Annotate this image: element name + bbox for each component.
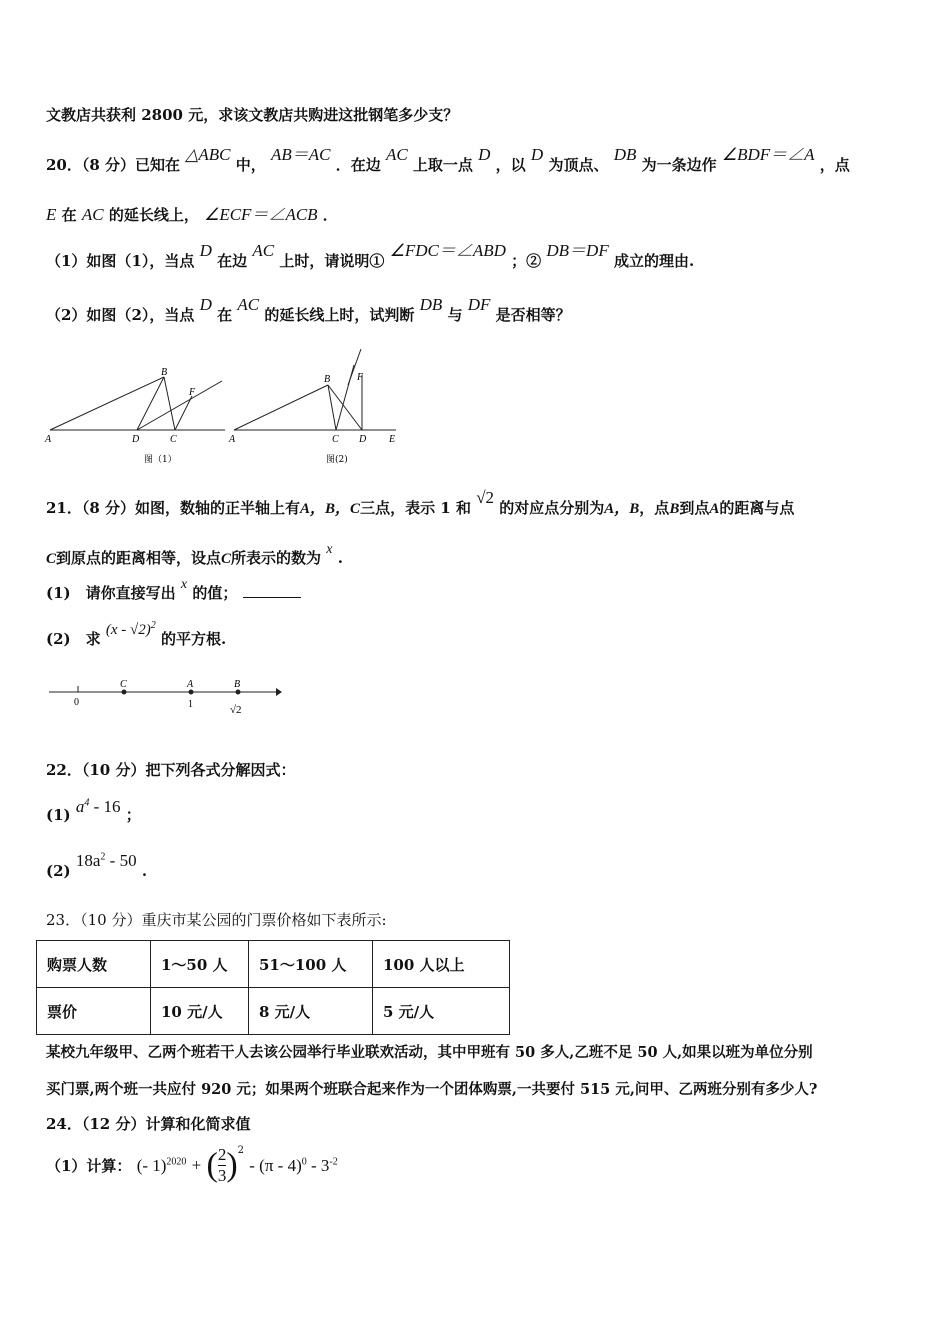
text: 的延长线上时，试判断 <box>264 306 415 324</box>
label-b: B <box>161 367 168 378</box>
math-ac: AC <box>252 241 275 260</box>
text: - 50 <box>105 851 137 870</box>
text: 到原点的距离相等，设点 <box>56 549 222 567</box>
math-d: D <box>199 295 212 314</box>
text: 三点，表示 1 和 <box>360 499 471 517</box>
figure-2-caption: 图(2) <box>326 455 348 465</box>
text: B <box>669 501 680 517</box>
text: ，点 <box>819 156 850 174</box>
q24-part1 <box>46 1145 338 1186</box>
text: 在边 <box>217 252 248 270</box>
table-cell: 8 元/人 <box>249 988 373 1035</box>
text: A，B <box>604 501 640 517</box>
text: ，点 <box>639 499 670 517</box>
q21-line2 <box>46 542 343 568</box>
text: A <box>709 501 720 517</box>
text: (1) 请你直接写出 <box>46 584 176 602</box>
text: 是否相等？ <box>495 306 571 324</box>
math-x: x <box>180 577 188 592</box>
label-b: B <box>324 374 331 385</box>
text: A，B，C <box>300 501 361 517</box>
text: 的值； <box>192 584 238 602</box>
text: - (π - 4) <box>249 1155 302 1175</box>
label-c: C <box>120 679 127 690</box>
text: 中， <box>235 156 266 174</box>
text: ，以 <box>495 156 526 174</box>
number-line <box>46 675 286 720</box>
table-cell: 购票人数 <box>37 941 151 988</box>
text: C <box>221 551 232 567</box>
text: 的平方根. <box>161 630 227 648</box>
text: a <box>75 797 85 816</box>
math-angle3: ∠FDC＝∠ABD <box>389 241 506 260</box>
label-origin: 0 <box>74 697 79 708</box>
q23-text1: 某校九年级甲、乙两个班若干人去该公园举行毕业联欢活动，其中甲班有 50 多人,乙班不足 50 人,如果以班为单位分别 <box>46 1044 813 1061</box>
q20-sub1 <box>46 241 695 271</box>
table-cell: 5 元/人 <box>373 988 510 1035</box>
math-d: D <box>199 241 212 260</box>
text: 3 <box>217 1166 227 1185</box>
text: 成立的理由. <box>613 252 695 270</box>
q24-title: 24．（12 分）计算和化简求值 <box>46 1115 251 1133</box>
math-angle: ∠BDF＝∠A <box>721 145 815 164</box>
math-d: D <box>478 145 491 164</box>
q21-line1 <box>46 488 795 518</box>
math-triangle: △ABC <box>185 145 231 164</box>
label-c: C <box>170 434 177 445</box>
text: (- 1) <box>136 1155 167 1175</box>
math-db: DB <box>419 295 443 314</box>
q20-number: 20．（8 分）已知在 <box>46 156 181 174</box>
q23-title: 23．（10 分）重庆市某公园的门票价格如下表所示: <box>46 911 387 929</box>
math-term3 <box>249 1156 338 1175</box>
text: 的距离与点 <box>719 499 795 517</box>
label-sqrt2: √2 <box>230 704 242 716</box>
label-f: F <box>357 372 364 383</box>
text: 所表示的数为 <box>231 549 322 567</box>
ticket-price-table <box>36 940 510 1035</box>
math-ac: AC <box>385 145 408 164</box>
text: 2 <box>150 620 156 631</box>
table-cell: 1～50 人 <box>151 941 249 988</box>
text: - 3 <box>306 1155 330 1175</box>
math-ac: AC <box>237 295 260 314</box>
math-d: D <box>530 145 544 164</box>
text: ． <box>322 206 338 224</box>
figure-2 <box>226 345 406 470</box>
math-db-df: DB＝DF <box>546 241 609 260</box>
text: （1）如图（1），当点 <box>46 252 195 270</box>
math-sqrt2: √2 <box>476 488 495 507</box>
text: 18a <box>75 851 101 870</box>
label-f: F <box>189 387 196 398</box>
q21-part1 <box>46 577 301 603</box>
math-item1 <box>76 797 121 816</box>
text: 21．（8 分）如图，数轴的正半轴上有 <box>46 499 301 517</box>
math-expr <box>106 622 156 638</box>
text: -2 <box>329 1155 338 1167</box>
label-a: A <box>229 434 236 445</box>
q21-part2 <box>46 620 227 649</box>
text: 为顶点、 <box>548 156 609 174</box>
figure-1 <box>40 360 230 470</box>
table-cell: 51～100 人 <box>249 941 373 988</box>
table-cell: 100 人以上 <box>373 941 510 988</box>
text: ( <box>206 1146 218 1184</box>
q20-line1 <box>46 145 850 175</box>
math-ac: AC <box>81 205 104 224</box>
text: 4 <box>84 797 90 809</box>
label-one: 1 <box>188 699 193 710</box>
text: 到点 <box>679 499 710 517</box>
figure-1-caption: 图（1） <box>144 455 177 465</box>
text: 为一条边作 <box>641 156 717 174</box>
q20-line2 <box>46 200 338 225</box>
math-term1 <box>137 1156 187 1175</box>
text: ； <box>125 806 141 824</box>
text: 2020 <box>166 1155 187 1167</box>
text: (1) <box>46 806 71 824</box>
table-row <box>37 941 510 988</box>
label-d: D <box>132 434 140 445</box>
text: ．在边 <box>335 156 381 174</box>
q22-item1 <box>46 797 141 824</box>
label-b: B <box>234 679 241 690</box>
text: ；② <box>511 252 542 270</box>
math-db: DB <box>613 145 637 164</box>
text: 2 <box>217 1145 227 1164</box>
text: . <box>337 549 343 567</box>
text: 的对应点分别为 <box>499 499 605 517</box>
text: 与 <box>447 306 463 324</box>
text: 2 <box>237 1145 245 1156</box>
text: 在 <box>61 206 77 224</box>
text: （2）如图（2），当点 <box>46 306 195 324</box>
math-eq1: AB＝AC <box>270 145 331 164</box>
math-angle2: ∠ECF＝∠ACB <box>204 205 318 224</box>
answer-blank[interactable] <box>243 585 301 598</box>
label-a: A <box>187 679 194 690</box>
text: 上时，请说明① <box>279 252 385 270</box>
q22-title: 22．（10 分）把下列各式分解因式： <box>46 761 296 779</box>
q23-text2: 买门票,两个班一共应付 920 元；如果两个班联合起来作为一个团体购票,一共要付 515 元,问甲、乙两班分别有多少人? <box>46 1081 818 1098</box>
text: (2) <box>46 862 71 880</box>
table-cell: 票价 <box>37 988 151 1035</box>
q19-tail: 文教店共获利 2800 元，求该文教店共购进这批钢笔多少支？ <box>46 106 459 124</box>
text: ) <box>226 1146 238 1184</box>
text: (2) 求 <box>46 630 101 648</box>
table-row <box>37 988 510 1035</box>
text: 2 <box>100 851 106 863</box>
q22-item2 <box>46 851 148 880</box>
text: 在 <box>217 306 233 324</box>
math-item2 <box>76 851 137 870</box>
text: C <box>46 551 57 567</box>
text: + <box>191 1155 202 1175</box>
math-x: x <box>326 542 333 557</box>
text: (x - √2) <box>105 622 151 638</box>
table-cell: 10 元/人 <box>151 988 249 1035</box>
text: . <box>141 862 148 880</box>
math-df: DF <box>467 295 491 314</box>
label-a: A <box>45 434 52 445</box>
text: （1）计算： <box>46 1157 132 1175</box>
text: 上取一点 <box>412 156 473 174</box>
label-d: D <box>359 434 367 445</box>
math-e: E <box>46 205 57 224</box>
text: - 16 <box>89 797 121 816</box>
text: 0 <box>301 1155 307 1167</box>
q20-sub2 <box>46 295 571 325</box>
label-c: C <box>332 434 339 445</box>
label-e: E <box>389 434 396 445</box>
text: 的延长线上， <box>108 206 199 224</box>
